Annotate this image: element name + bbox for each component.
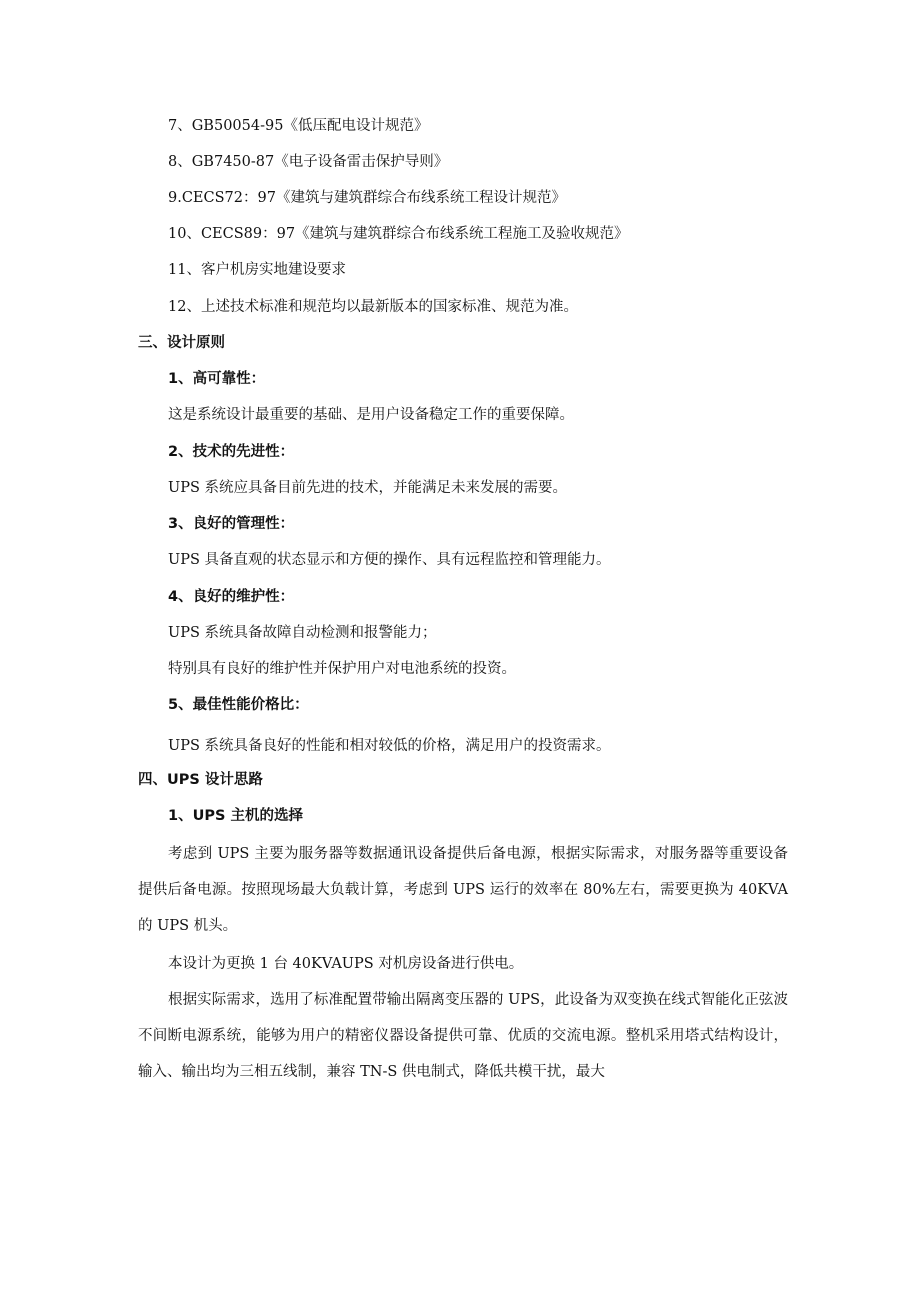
principle-2-text: UPS 系统应具备目前先进的技术，并能满足未来发展的需要。 xyxy=(168,480,568,496)
standard-item-8: 8、GB7450-87《电子设备雷击保护导则》 xyxy=(168,154,449,170)
section-heading-ups-design: 四、UPS 设计思路 xyxy=(138,772,263,788)
principle-1-title: 1、高可靠性： xyxy=(168,371,266,387)
ups-selection-paragraph-2: 本设计为更换 1 台 40KVAUPS 对机房设备进行供电。 xyxy=(168,956,524,972)
standard-item-12: 12、上述技术标准和规范均以最新版本的国家标准、规范为准。 xyxy=(168,299,578,315)
principle-1-text: 这是系统设计最重要的基础、是用户设备稳定工作的重要保障。 xyxy=(168,407,574,423)
principle-2-title: 2、技术的先进性： xyxy=(168,444,295,460)
ups-host-selection-title: 1、UPS 主机的选择 xyxy=(168,808,303,824)
standard-item-7: 7、GB50054-95《低压配电设计规范》 xyxy=(168,118,429,134)
principle-4-text-2: 特别具有良好的维护性并保护用户对电池系统的投资。 xyxy=(168,661,516,677)
principle-5-title: 5、最佳性能价格比： xyxy=(168,697,309,713)
standard-item-9: 9.CECS72：97《建筑与建筑群综合布线系统工程设计规范》 xyxy=(168,190,566,206)
principle-5-text: UPS 系统具备良好的性能和相对较低的价格，满足用户的投资需求。 xyxy=(168,738,611,754)
standard-item-11: 11、客户机房实地建设要求 xyxy=(168,262,346,278)
standard-item-10: 10、CECS89：97《建筑与建筑群综合布线系统工程施工及验收规范》 xyxy=(168,226,629,242)
principle-4-title: 4、良好的维护性： xyxy=(168,589,295,605)
ups-selection-paragraph-3: 根据实际需求，选用了标准配置带输出隔离变压器的 UPS，此设备为双变换在线式智能化正弦波不间断电源系统，能够为用户的精密仪器设备提供可靠、优质的交流电源。整机采用塔式结构设计，输入、输出均为三相五线制，兼容 TN-S 供电制式，降低共模干扰，最大 xyxy=(138,992,788,1080)
principle-3-text: UPS 具备直观的状态显示和方便的操作、具有远程监控和管理能力。 xyxy=(168,552,611,568)
section-heading-design-principles: 三、设计原则 xyxy=(138,335,225,351)
principle-4-text-1: UPS 系统具备故障自动检测和报警能力； xyxy=(168,625,437,641)
principle-3-title: 3、良好的管理性： xyxy=(168,516,295,532)
ups-selection-paragraph-1: 考虑到 UPS 主要为服务器等数据通讯设备提供后备电源，根据实际需求，对服务器等重要设备提供后备电源。按照现场最大负载计算，考虑到 UPS 运行的效率在 80%左右，需要更换为 40KVA 的 UPS 机头。 xyxy=(138,846,788,934)
